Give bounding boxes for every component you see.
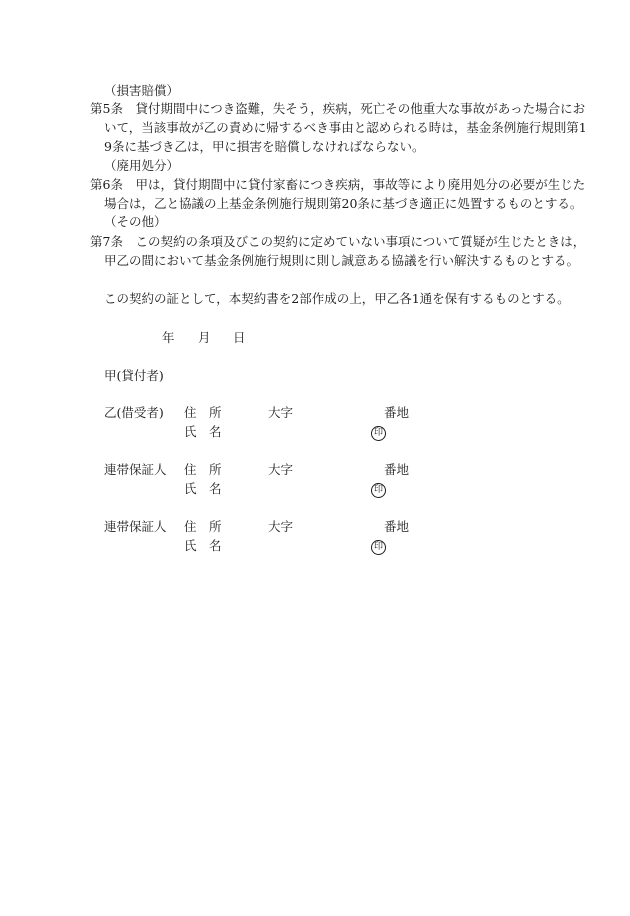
article-5-line-2: いて，当該事故が乙の責めに帰するべき事由と認められる時は，基金条例施行規則第1 bbox=[104, 120, 587, 135]
date-month: 月 bbox=[198, 330, 211, 345]
party-1-address-label: 住 所 bbox=[184, 405, 222, 420]
party-3-aza: 大字 bbox=[268, 519, 294, 534]
party-2-banchi: 番地 bbox=[384, 462, 410, 477]
date-year: 年 bbox=[162, 330, 175, 345]
party-3-seal-mark: 印 bbox=[371, 540, 386, 555]
lender-label: 甲(貸付者) bbox=[104, 368, 164, 383]
party-3-name-label: 氏 名 bbox=[184, 538, 222, 553]
article-6-heading: （廃用処分） bbox=[104, 158, 180, 173]
article-7-heading: （その他） bbox=[104, 214, 167, 229]
article-5-line-1: 第5条 貸付期間中につき盗難，失そう，疾病，死亡その他重大な事故があった場合にお bbox=[90, 101, 586, 116]
party-2-label: 連帯保証人 bbox=[104, 462, 167, 477]
party-2-name-label: 氏 名 bbox=[184, 481, 222, 496]
article-5-heading: （損害賠償） bbox=[104, 83, 180, 98]
article-5-line-3: 9条に基づき乙は，甲に損害を賠償しなければならない。 bbox=[104, 139, 425, 154]
party-3-label: 連帯保証人 bbox=[104, 519, 167, 534]
party-3-address-label: 住 所 bbox=[184, 519, 222, 534]
party-1-label: 乙(借受者) bbox=[104, 405, 164, 420]
party-2-address-label: 住 所 bbox=[184, 462, 222, 477]
closing-statement: この契約の証として，本契約書を2部作成の上，甲乙各1通を保有するものとする。 bbox=[104, 291, 570, 306]
article-6-line-2: 場合は，乙と協議の上基金条例施行規則第20条に基づき適正に処置するものとする。 bbox=[104, 196, 583, 211]
party-2-seal-mark: 印 bbox=[371, 483, 386, 498]
date-day: 日 bbox=[233, 330, 246, 345]
article-6-line-1: 第6条 甲は，貸付期間中に貸付家畜につき疾病，事故等により廃用処分の必要が生じた bbox=[90, 177, 586, 192]
party-1-seal-mark: 印 bbox=[371, 426, 386, 441]
party-1-name-label: 氏 名 bbox=[184, 424, 222, 439]
article-7-line-1: 第7条 この契約の条項及びこの契約に定めていない事項について質疑が生じたときは， bbox=[90, 234, 586, 249]
party-1-banchi: 番地 bbox=[384, 405, 410, 420]
party-2-aza: 大字 bbox=[268, 462, 294, 477]
article-7-line-2: 甲乙の間において基金条例施行規則に則し誠意ある協議を行い解決するものとする。 bbox=[104, 253, 580, 268]
party-3-banchi: 番地 bbox=[384, 519, 410, 534]
party-1-aza: 大字 bbox=[268, 405, 294, 420]
